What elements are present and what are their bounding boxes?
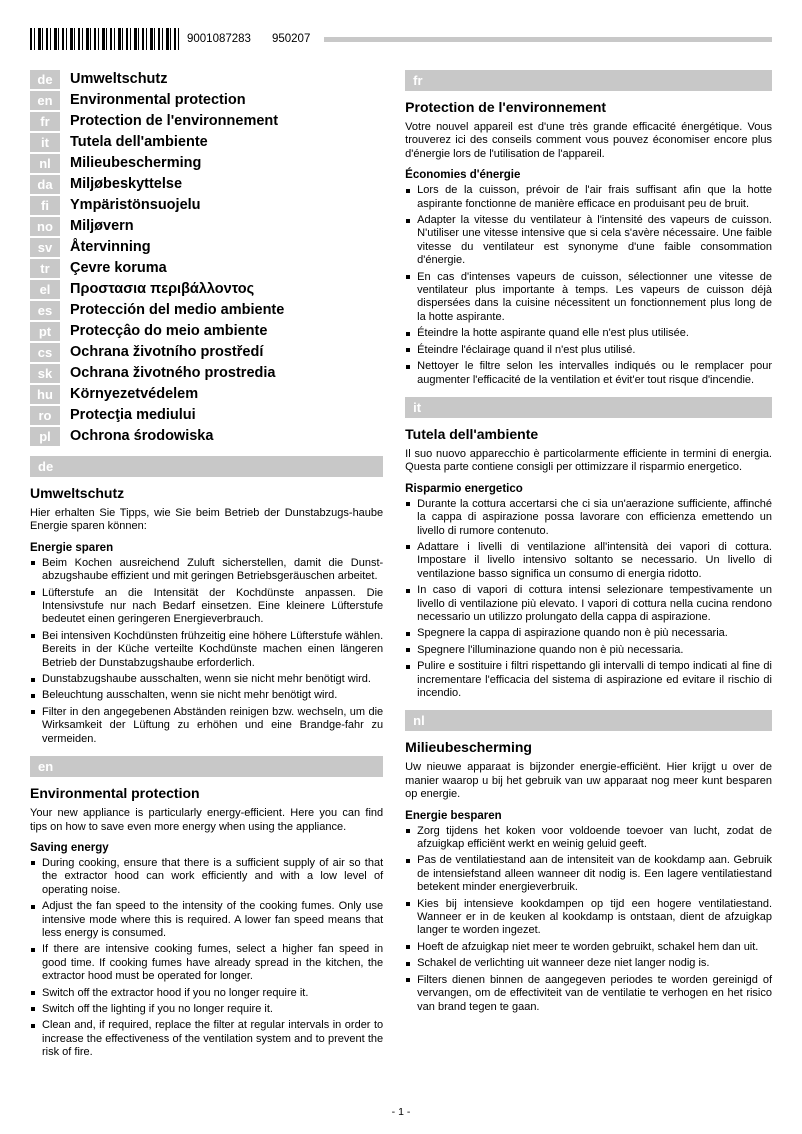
section-bar-fr: fr (405, 70, 772, 91)
bullet-list-de (30, 557, 383, 746)
section-bar-nl: nl (405, 710, 772, 731)
list-item: Switch off the extractor hood if you no longer require it. (30, 987, 383, 1000)
toc-title: Çevre koruma (70, 260, 167, 276)
list-item[interactable] (30, 427, 383, 446)
subheading-nl: Energie besparen (405, 809, 502, 822)
toc-title: Ochrana životního prostředí (70, 344, 264, 360)
list-item[interactable] (30, 385, 383, 404)
list-item: Beleuchtung ausschalten, wenn sie nicht mehr benötigt wird. (30, 689, 383, 702)
list-item: Lüfterstufe an die Intensität der Kochdünste anpassen. Die Intensivstufe nur nach Bedarf einsetzen. Eine kleinere Lüfterstufe bedeutet einen geringeren Energieverbrauch. (30, 587, 383, 627)
toc-title: Protecţia mediului (70, 407, 196, 423)
section-intro-it: Il suo nuovo apparecchio è particolarmente efficiente in termini di energia. Questa parte contiene consigli per ottimizzare il risparmio energetico. (405, 447, 772, 474)
toc-title: Προστασια περιβάλλοντος (70, 281, 255, 297)
toc-title: Protección del medio ambiente (70, 302, 285, 318)
date-code: 950207 (271, 33, 311, 45)
section-bar-de: de (30, 456, 383, 477)
toc-title: Environmental protection (70, 92, 246, 108)
language-code-chip: no (30, 217, 60, 236)
language-code-chip: el (30, 280, 60, 299)
list-item: Filters dienen binnen de aangegeven periodes te worden gereinigd of vervangen, om de effectiviteit van de ventilatie te verhogen en het risico van brand tegen te gaan. (405, 974, 772, 1014)
subheading-en: Saving energy (30, 841, 109, 854)
list-item[interactable] (30, 238, 383, 257)
language-code-chip: en (30, 91, 60, 110)
language-table-of-contents (30, 70, 383, 446)
language-code-chip: sv (30, 238, 60, 257)
section-heading-nl: Milieubescherming (405, 739, 532, 756)
toc-title: Miljøvern (70, 218, 134, 234)
section-intro-en: Your new appliance is particularly energy-efficient. Here you can find tips on how to save even more energy when using the appliance. (30, 807, 384, 833)
section-heading-en: Environmental protection (30, 785, 200, 802)
list-item[interactable] (30, 343, 383, 362)
language-code-chip: nl (30, 154, 60, 173)
list-item[interactable] (30, 259, 383, 278)
list-item[interactable] (30, 217, 383, 236)
section-intro-de: Hier erhalten Sie Tipps, wie Sie beim Betrieb der Dunstabzugs-haube Energie sparen können: (30, 507, 384, 533)
bullet-list-fr (405, 184, 772, 387)
list-item: Lors de la cuisson, prévoir de l'air frais suffisant afin que la hotte aspirante fonctionne de manière efficace en produisant peu de bruit. (405, 184, 772, 211)
list-item: En cas d'intenses vapeurs de cuisson, sélectionner une vitesse de ventilateur plus importante à temps. Les vapeurs de cuisson déjà dispersées dans la cuisine nécessitent un fonctionnement plus long de la hotte aspirante. (405, 271, 772, 325)
toc-title: Protection de l'environnement (70, 113, 279, 129)
list-item[interactable] (30, 91, 383, 110)
list-item: Spegnere la cappa di aspirazione quando non è più necessaria. (405, 627, 772, 640)
list-item: Adapter la vitesse du ventilateur à l'intensité des vapeurs de cuisson. N'utiliser une vitesse intensive que si cela s'avère nécessaire. Une faible vitesse du ventilateur est synonyme d'une faible consommation d'énergie. (405, 214, 772, 268)
language-code-chip: hu (30, 385, 60, 404)
subheading-fr: Économies d'énergie (405, 169, 521, 182)
page-number: - 1 - (391, 1106, 411, 1118)
list-item: Pulire e sostituire i filtri rispettando gli intervalli di tempo indicati al fine di incrementare l'efficacia del sistema di aspirazione ed evitare il rischio di incendio. (405, 660, 772, 700)
list-item[interactable] (30, 196, 383, 215)
toc-title: Miljøbeskyttelse (70, 176, 183, 192)
language-code-chip: es (30, 301, 60, 320)
language-code-chip: de (30, 70, 60, 89)
list-item[interactable] (30, 280, 383, 299)
language-code-chip: tr (30, 259, 60, 278)
toc-title: Környezetvédelem (70, 386, 199, 402)
list-item: During cooking, ensure that there is a sufficient supply of air so that the extractor hood can work efficiently and with a low level of operating noise. (30, 857, 383, 897)
header-rule (324, 37, 772, 42)
list-item[interactable] (30, 301, 383, 320)
language-code-chip: it (30, 133, 60, 152)
language-code-chip: da (30, 175, 60, 194)
toc-title: Återvinning (70, 239, 151, 255)
list-item: Switch off the lighting if you no longer require it. (30, 1003, 383, 1016)
language-code-chip: pt (30, 322, 60, 341)
list-item: Hoeft de afzuigkap niet meer te worden gebruikt, schakel hem dan uit. (405, 941, 772, 954)
section-heading-de: Umweltschutz (30, 485, 125, 501)
list-item: Zorg tijdens het koken voor voldoende toevoer van lucht, zodat de afzuigkap efficiënt werkt en weinig geluid geeft. (405, 825, 772, 852)
list-item: Dunstabzugshaube ausschalten, wenn sie nicht mehr benötigt wird. (30, 673, 383, 686)
barcode-number: 9001087283 (187, 33, 251, 45)
list-item[interactable] (30, 154, 383, 173)
toc-title: Ympäristönsuojelu (70, 197, 201, 213)
section-bar-en: en (30, 756, 383, 777)
left-column (30, 70, 383, 1063)
list-item[interactable] (30, 70, 383, 89)
language-code-chip: sk (30, 364, 60, 383)
page-columns (30, 70, 772, 1063)
list-item: If there are intensive cooking fumes, select a higher fan speed in good time. If cooking fumes have already spread in the kitchen, the extractor hood must be operated for longer. (30, 943, 383, 983)
bullet-list-en (30, 857, 383, 1060)
language-code-chip: ro (30, 406, 60, 425)
list-item: Durante la cottura accertarsi che ci sia un'aerazione sufficiente, affinché la cappa di aspirazione possa lavorare con efficienza emettendo un livello di rumore contenuto. (405, 498, 772, 538)
section-heading-fr: Protection de l'environnement (405, 99, 607, 115)
section-bar-it: it (405, 397, 772, 418)
language-code-chip: pl (30, 427, 60, 446)
list-item: Filter in den angegebenen Abständen reinigen bzw. wechseln, um die Wirksamkeit der Lüftung zu erhöhen und eine Brandge-fahr zu vermeiden. (30, 706, 383, 746)
barcode-block (30, 28, 310, 50)
list-item[interactable] (30, 112, 383, 131)
list-item: Éteindre la hotte aspirante quand elle n'est plus utilisée. (405, 327, 772, 340)
toc-title: Ochrana životného prostredia (70, 365, 276, 381)
bullet-list-it (405, 498, 772, 701)
list-item: Nettoyer le filtre selon les intervalles indiqués ou le remplacer pour augmenter l'efficacité de la ventilation et évit'er tout risque d'incendie. (405, 360, 772, 387)
list-item: Pas de ventilatiestand aan de intensiteit van de kookdamp aan. Gebruik de intensiefstand alleen wanneer dit nodig is. Een lagere ventilatiestand betekent minder energieverbruik. (405, 854, 772, 894)
list-item: Spegnere l'illuminazione quando non è più necessaria. (405, 644, 772, 657)
list-item: Schakel de verlichting uit wanneer deze niet langer nodig is. (405, 957, 772, 970)
toc-title: Ochrona środowiska (70, 428, 214, 444)
language-code-chip: fi (30, 196, 60, 215)
toc-title: Protecçâo do meio ambiente (70, 323, 268, 339)
language-code-chip: cs (30, 343, 60, 362)
list-item[interactable] (30, 175, 383, 194)
language-code-chip: fr (30, 112, 60, 131)
toc-title: Milieubescherming (70, 155, 202, 171)
list-item: Adjust the fan speed to the intensity of the cooking fumes. Only use intensive mode where this is required. A lower fan speed means that less energy is consumed. (30, 900, 383, 940)
list-item: Bei intensiven Kochdünsten frühzeitig eine höhere Lüfterstufe wählen. Bereits in der Küche verteilte Kochdünste machen einen längeren Betrieb der Dunstabzugshaube erforderlich. (30, 630, 383, 670)
toc-title: Umweltschutz (70, 71, 168, 87)
list-item[interactable] (30, 364, 383, 383)
list-item: Beim Kochen ausreichend Zuluft sicherstellen, damit die Dunst-abzugshaube effizient und mit geringen Betriebsgeräuschen arbeitet. (30, 557, 383, 584)
subheading-it: Risparmio energetico (405, 482, 523, 495)
list-item: Adattare i livelli di ventilazione all'intensità dei vapori di cottura. Impostare il livello intensivo soltanto se necessario. Un livello di ventilazione basso significa un consumo di energia ridotto. (405, 541, 772, 581)
list-item[interactable] (30, 406, 383, 425)
list-item: Kies bij intensieve kookdampen op tijd een hogere ventilatiestand. Wanneer er in de keuken al kookdamp is ontstaan, dient de afzuigkap langer te worden ingezet. (405, 898, 772, 938)
section-intro-nl: Uw nieuwe apparaat is bijzonder energie-efficiënt. Hier krijgt u over de manier waarop u bij het gebruik van uw apparaat nog meer kunt besparen op energie. (405, 761, 772, 801)
toc-title: Tutela dell'ambiente (70, 134, 208, 150)
list-item: Éteindre l'éclairage quand il n'est plus utilisé. (405, 344, 772, 357)
right-column (405, 70, 772, 1063)
page-header (30, 28, 772, 58)
list-item: In caso di vapori di cottura intensi selezionare tempestivamente un livello di ventilazione più elevato. I vapori di cottura nella cucina rendono necessario un utilizzo prolungato della cappa di aspirazione. (405, 584, 772, 624)
section-intro-fr: Votre nouvel appareil est d'une très grande efficacité énergétique. Vous trouverez ici des conseils comment vous pouvez économiser encore plus d'énergie lors de l'utilisation de l'appareil. (405, 121, 772, 160)
list-item[interactable] (30, 322, 383, 341)
subheading-de: Energie sparen (30, 541, 114, 554)
section-heading-it: Tutela dell'ambiente (405, 425, 539, 442)
bullet-list-nl (405, 825, 772, 1014)
barcode-icon (30, 28, 180, 50)
list-item: Clean and, if required, replace the filter at regular intervals in order to increase the effectiveness of the ventilation system and to prevent the risk of fire. (30, 1019, 383, 1059)
list-item[interactable] (30, 133, 383, 152)
